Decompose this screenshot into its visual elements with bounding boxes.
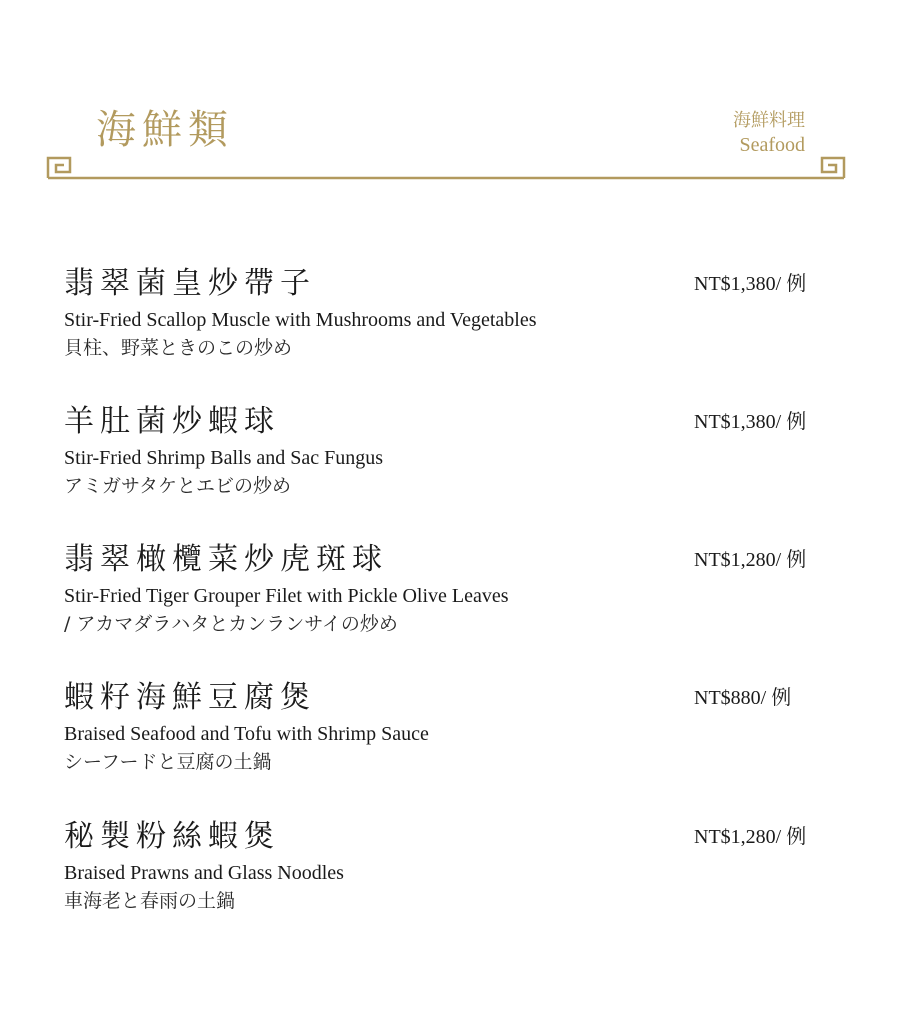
dish-name-en: Stir-Fried Shrimp Balls and Sac Fungus <box>64 447 384 469</box>
menu-header <box>0 0 923 200</box>
dish-name-zh: 翡翠橄欖菜炒虎斑球 <box>64 542 388 577</box>
menu-item <box>64 679 824 777</box>
dish-name-en: Braised Prawns and Glass Noodles <box>64 862 344 884</box>
decorative-frame-border <box>46 154 846 184</box>
dish-price: NT$1,280/ 例 <box>694 549 807 571</box>
dish-name-ja: シーフードと豆腐の土鍋 <box>64 751 272 773</box>
dish-price: NT$880/ 例 <box>694 687 792 709</box>
dish-name-ja: 貝柱、野菜ときのこの炒め <box>64 337 293 359</box>
dish-name-ja: / アカマダラハタとカンランサイの炒め <box>64 613 398 635</box>
dish-name-ja: アミガサタケとエビの炒め <box>64 475 292 497</box>
dish-name-en: Stir-Fried Tiger Grouper Filet with Pickle Olive Leaves <box>64 585 509 607</box>
dish-name-ja: 車海老と春雨の土鍋 <box>64 890 236 912</box>
dish-price: NT$1,380/ 例 <box>694 411 807 433</box>
section-title: 海鮮類 <box>96 107 234 153</box>
dish-name-zh: 翡翠菌皇炒帶子 <box>64 266 316 301</box>
dish-name-en: Stir-Fried Scallop Muscle with Mushrooms and Vegetables <box>64 309 537 331</box>
dish-name-zh: 羊肚菌炒蝦球 <box>64 404 280 439</box>
menu-item <box>64 403 824 501</box>
dish-name-zh: 蝦籽海鮮豆腐煲 <box>64 680 316 715</box>
dish-price: NT$1,380/ 例 <box>694 273 807 295</box>
menu-item <box>64 265 824 363</box>
menu-item <box>64 541 824 639</box>
section-subtitle <box>733 108 805 158</box>
section-subtitle-zh: 海鮮料理 <box>733 110 805 130</box>
menu-item <box>64 818 824 916</box>
dish-price: NT$1,280/ 例 <box>694 826 807 848</box>
section-subtitle-en: Seafood <box>739 134 805 156</box>
dish-name-en: Braised Seafood and Tofu with Shrimp Sauce <box>64 723 429 745</box>
dish-name-zh: 秘製粉絲蝦煲 <box>64 819 280 854</box>
